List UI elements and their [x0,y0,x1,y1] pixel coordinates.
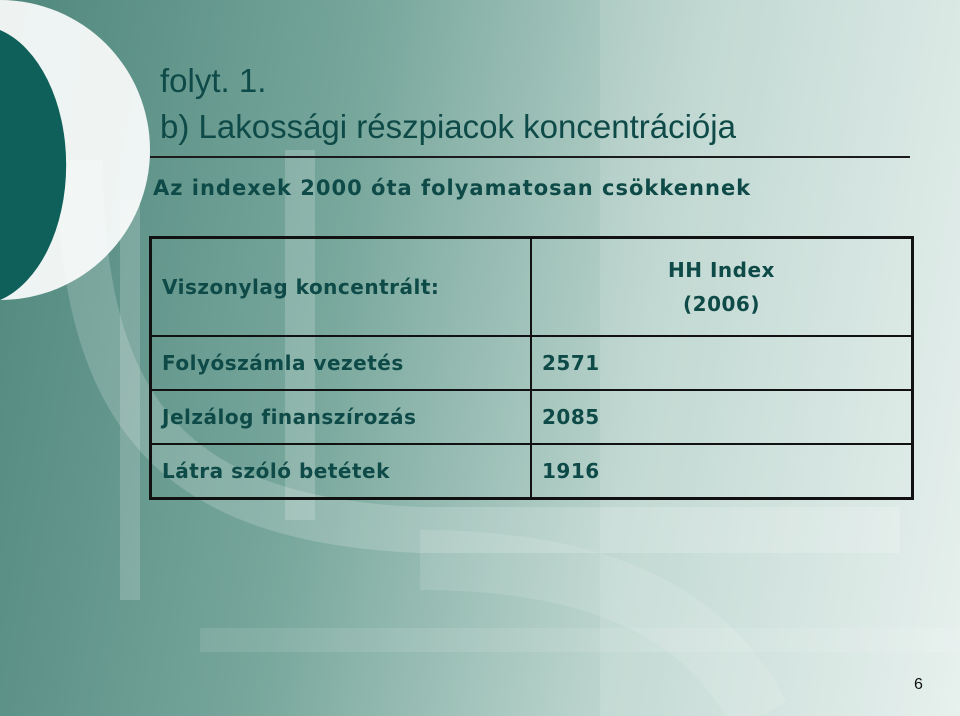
header-right [531,238,913,337]
row-value: 2571 [531,336,913,390]
row-value: 2085 [531,390,913,444]
header-right-line2: (2006) [683,292,760,316]
table-header-row [151,238,913,337]
header-left: Viszonylag koncentrált: [151,238,532,337]
row-label: Jelzálog finanszírozás [151,390,532,444]
title-line-2: b) Lakossági részpiacok koncentrációja [160,108,736,145]
table-row [151,336,913,390]
table-row [151,444,913,499]
page-number: 6 [914,676,923,693]
subtitle: Az indexek 2000 óta folyamatosan csökkennek [153,176,752,200]
row-value: 1916 [531,444,913,499]
table-row [151,390,913,444]
title-divider [150,156,910,158]
hh-index-table [149,236,914,500]
title-line-1: folyt. 1. [160,62,267,99]
row-label: Folyószámla vezetés [151,336,532,390]
header-right-line1: HH Index [668,258,775,282]
row-label: Látra szóló betétek [151,444,532,499]
